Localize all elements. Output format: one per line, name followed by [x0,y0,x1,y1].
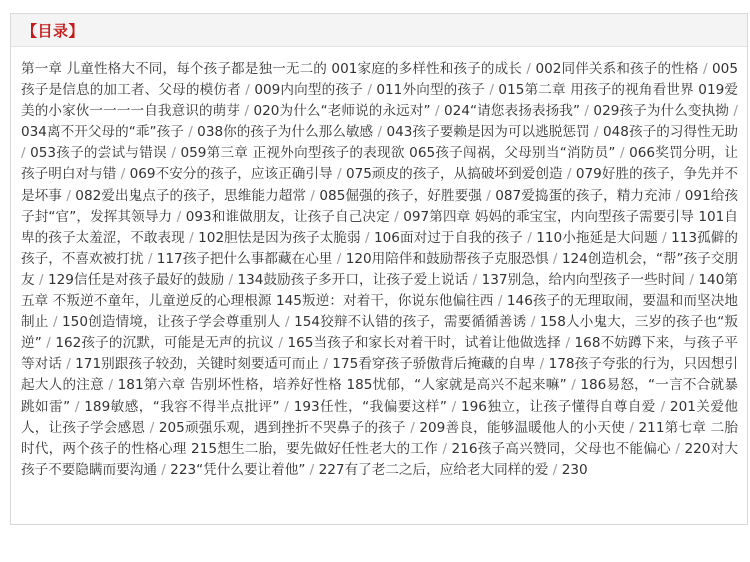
toc-entry: 209善良，能够温暖他人的小天使 [419,419,625,436]
toc-separator: / [548,461,562,478]
toc-separator: / [580,103,594,120]
toc-separator: / [566,377,581,394]
toc-entry: 079好胜的孩子，争先并不是坏事 [21,166,738,204]
toc-separator: / [305,461,319,478]
toc-separator: / [430,103,445,120]
toc-entry: 186易怒，“一言不合就暴跳如雷” [21,377,738,415]
toc-separator: / [657,229,672,246]
toc-entry: 134鼓励孩子多开口，让孩子爱上说话 [237,271,469,288]
toc-separator: / [145,419,159,436]
toc-entry: 201关爱他人，让孩子学会感恩 [21,398,738,436]
toc-entry: 029孩子为什么变执拗 [593,103,729,120]
toc-separator: / [521,61,536,77]
toc-entry: 223“凭什么要让着他” [170,461,306,478]
toc-entry: 038你的孩子为什么那么敏感 [197,124,374,141]
toc-separator: / [481,187,496,204]
toc-entry: 102胆怯是因为孩子太脆弱 [198,229,361,246]
toc-header [11,14,747,47]
toc-entry: 066奖罚分明，让孩子明白对与错 [21,145,738,183]
toc-entry: 048孩子的习得性无助 [602,124,738,141]
toc-separator: / [34,271,48,288]
toc-separator: / [184,229,199,246]
toc-entry: 150创造情境，让孩子学会尊重别人 [62,314,281,331]
toc-separator: / [48,314,63,331]
toc-entry: 220对大孩子不要隐瞒而要沟通 [21,440,738,478]
toc-entry: 165当孩子和家长对着干时，试着让他做选择 [287,335,561,352]
toc-entry: 082爱出鬼点子的孩子，思维能力超常 [75,187,307,204]
toc-entry: 075顽皮的孩子，从搞破坏到爱创造 [345,166,563,183]
toc-separator: / [389,208,404,225]
toc-separator: / [535,356,549,373]
toc-separator: / [670,440,685,457]
toc-entry: 124创造机会，“帮”孩子交朋友 [21,250,738,288]
toc-separator: / [21,145,31,162]
toc-separator: / [468,271,482,288]
toc-entry: 097第四章 妈妈的乖宝宝，内向型孩子需要引导 101自卑的孩子太羞涩，不敢表现 [21,208,738,246]
table-of-contents [10,13,748,525]
toc-separator: / [446,398,461,415]
toc-entry: 171别跟孩子较劲，关键时刻要适可而止 [75,356,320,373]
toc-separator: / [332,250,346,267]
toc-entry: 181第六章 告别坏性格，培养好性格 185忧郁，“人家就是高兴不起来嘛” [117,377,567,394]
toc-entry: 043孩子要赖是因为可以逃脱惩罚 [386,124,590,141]
toc-separator: / [240,82,255,99]
toc-separator: / [279,398,294,415]
toc-entry: 158人小鬼大，三岁的孩子也“叛逆” [21,314,738,352]
toc-separator: / [437,440,452,457]
toc-entry: 091给孩子封“官”，发挥其领导力 [21,187,738,225]
toc-entry: 227有了老二之后，应给老大同样的爱 [318,461,549,478]
toc-entry: 205顽强乐观，遇到挫折不哭鼻子的孩子 [158,419,406,436]
toc-separator: / [729,103,738,120]
toc-entry: 230 [561,461,588,478]
toc-separator: / [362,82,377,99]
toc-separator: / [526,314,540,331]
toc-separator: / [484,82,499,99]
toc-separator: / [143,250,157,267]
toc-separator: / [562,166,576,183]
toc-entry: 011外向型的孩子 [376,82,485,99]
toc-entry: 110小拖延是大问题 [536,229,658,246]
toc-separator: / [240,103,254,120]
toc-entry: 129信任是对孩子最好的鼓励 [48,271,225,288]
toc-separator: / [61,356,76,373]
toc-entry: 146孩子的无理取闹，要温和而坚决地制止 [21,293,738,331]
toc-separator: / [493,293,507,310]
toc-entry: 120用陪伴和鼓励帮孩子克服恐惧 [345,250,549,267]
toc-separator: / [698,61,713,77]
toc-entry: 168不妨蹲下来，与孩子平等对话 [21,335,738,373]
toc-separator: / [183,124,198,141]
toc-entry: 113孤僻的孩子，不喜欢被打扰 [21,229,738,267]
toc-separator: / [280,314,295,331]
toc-separator: / [116,166,130,183]
toc-entry: 117孩子把什么事都藏在心里 [156,250,333,267]
toc-separator: / [615,145,630,162]
toc-title: 【目录】 [22,21,85,40]
toc-separator: / [273,335,288,352]
toc-entry: 002同伴关系和孩子的性格 [535,61,699,77]
toc-entry: 053孩子的尝试与错误 [30,145,167,162]
toc-entry: 024“请您表扬表扬我” [444,103,580,120]
toc-entry: 第一章 儿童性格大不同，每个孩子都是独一无二的 001家庭的多样性和孩子的成长 [21,61,522,77]
toc-entry: 093和谁做朋友，让孩子自己决定 [185,208,390,225]
toc-separator: / [405,419,420,436]
toc-entry: 193任性，“我偏要这样” [293,398,447,415]
toc-separator: / [655,398,670,415]
toc-separator: / [685,271,699,288]
toc-separator: / [589,124,603,141]
toc-separator: / [548,250,562,267]
toc-entry: 189敏感，“我容不得半点批评” [84,398,280,415]
toc-separator: / [166,145,181,162]
toc-separator: / [306,187,320,204]
toc-entry: 085倔强的孩子，好胜要强 [319,187,482,204]
toc-separator: / [103,377,118,394]
toc-entry: 034离不开父母的“乖”孩子 [21,124,184,141]
toc-entry: 162孩子的沉默，可能是无声的抗议 [55,335,274,352]
toc-separator: / [224,271,238,288]
toc-entry: 005孩子是信息的加工者、父母的模仿者 [21,61,738,99]
toc-entry: 175看穿孩子骄傲背后掩藏的自卑 [332,356,536,373]
toc-entry: 196独立，让孩子懂得自尊自爱 [461,398,656,415]
toc-entry: 140第五章 不叛逆不童年，儿童逆反的心理根源 145叛逆：对着干，你说东他偏往西 [21,271,738,310]
toc-separator: / [319,356,333,373]
toc-entry: 069不安分的孩子，应该正确引导 [129,166,333,183]
toc-entry: 020为什么“老师说的永远对” [253,103,431,120]
toc-entry: 178孩子夸张的行为，只因想引起大人的注意 [21,356,738,394]
toc-entry: 154狡辩不认错的孩子，需要循循善诱 [294,314,527,331]
toc-separator: / [156,461,171,478]
toc-entry: 211第七章 二胎时代，两个孩子的性格心理 215想生二胎，要先做好任性老大的工作 [21,419,738,457]
toc-separator: / [172,208,186,225]
toc-separator: / [561,335,575,352]
toc-separator: / [671,187,685,204]
toc-separator: / [360,229,374,246]
toc-separator: / [332,166,346,183]
toc-entry: 216孩子高兴赞同，父母也不能偏心 [451,440,671,457]
toc-body [11,47,747,481]
toc-separator: / [624,419,639,436]
toc-entry: 059第三章 正视外向型孩子的表现欲 065孩子闯祸，父母别当“消防员” [180,145,616,162]
toc-separator: / [522,229,537,246]
toc-entry: 015第二章 用孩子的视角看世界 019爱美的小家伙一一一一自我意识的萌芽 [21,82,738,120]
toc-entry: 137别急，给内向型孩子一些时间 [481,271,686,288]
toc-entry: 087爱捣蛋的孩子，精力充沛 [495,187,672,204]
toc-separator: / [61,187,76,204]
toc-entry: 106面对过于自我的孩子 [373,229,523,246]
toc-separator: / [41,335,56,352]
toc-entry: 009内向型的孩子 [254,82,363,99]
toc-separator: / [70,398,85,415]
toc-separator: / [373,124,387,141]
